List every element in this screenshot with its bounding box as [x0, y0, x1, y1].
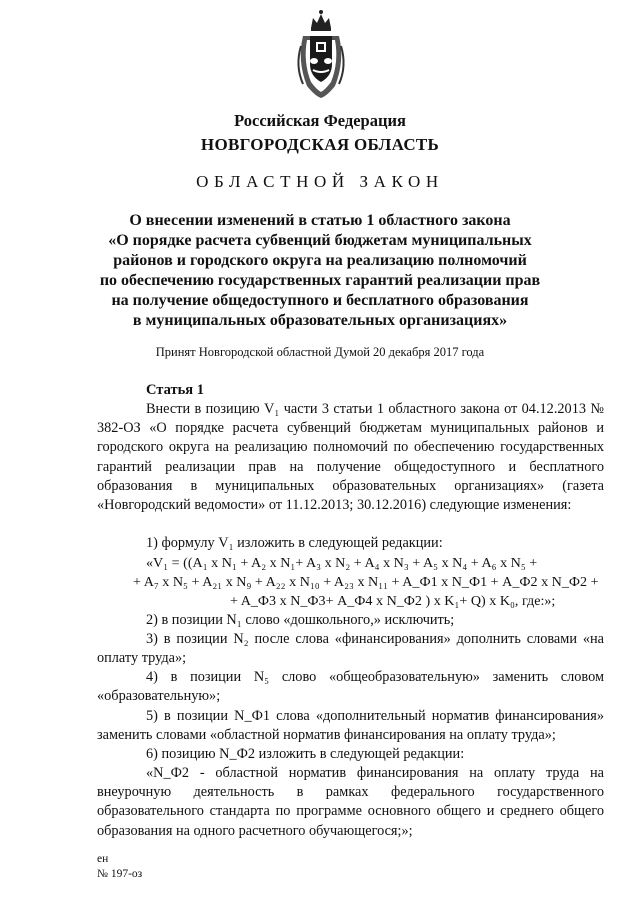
novgorod-coat-of-arms-icon [293, 6, 349, 102]
item-5: 5) в позиции N_Ф1 слова «дополнительный норматив финансирования» заменить словами «областной норматив финансирования на оплату труда»; [97, 708, 604, 744]
formula-line-1: «V₁ = ((A₁ x N₁ + A₂ x N₁+ A₃ x N₂ + A₄ x N₃ + A₅ x N₄ + A₆ x N₅ + [146, 555, 538, 571]
formula-line-3: + A_Ф3 x N_Ф3+ A_Ф4 x N_Ф2 ) x K₁+ Q) x K₀, где:»; [230, 593, 556, 609]
law-title [0, 211, 640, 331]
article-heading: Статья 1 [146, 382, 204, 398]
footer-initials: ен [97, 853, 109, 865]
item-3: 3) в позиции N₂ после слова «финансирования» дополнить словами «на оплату труда»; [97, 631, 604, 667]
document-footer [97, 852, 142, 882]
item-6: 6) позицию N_Ф2 изложить в следующей редакции: [146, 746, 465, 762]
law-title-line: в муниципальных образовательных организациях» [132, 312, 508, 329]
item-1: 1) формулу V₁ изложить в следующей редакции: [146, 535, 443, 551]
footer-number: № 197-оз [97, 868, 143, 880]
item-4: 4) в позиции N₅ слово «общеобразовательную» заменить словом «образовательную»; [97, 669, 604, 705]
region-heading: НОВГОРОДСКАЯ ОБЛАСТЬ [200, 135, 440, 154]
law-title-line: «О порядке расчета субвенций бюджетам муниципальных [108, 232, 532, 249]
law-title-line: на получение общедоступного и бесплатного образования [111, 292, 529, 309]
item-6-text: «N_Ф2 - областной норматив финансирования на оплату труда на внеурочную деятельность в рамках федерального государственного образовательного стандарта по программе основного общего и среднего общего образования на одного расчетного обучающегося;»; [97, 765, 604, 839]
item-2: 2) в позиции N₁ слово «дошкольного,» исключить; [146, 612, 455, 628]
law-title-line: по обеспечению государственных гарантий реализации прав [99, 272, 541, 289]
law-title-line: районов и городского округа на реализацию полномочий [113, 252, 527, 269]
formula-line-2: + A₇ x N₅ + A₂₁ x N₉ + A₂₂ x N₁₀ + A₂₃ x N₁₁ + A_Ф1 x N_Ф1 + A_Ф2 x N_Ф2 + [133, 574, 599, 590]
article-intro: Внести в позицию V₁ части 3 статьи 1 областного закона от 04.12.2013 № 382-ОЗ «О порядке расчета субвенций бюджетам муниципальных районов и городского округа на реализацию полномочий по обеспечению государственных гарантий реализации прав на получение общедоступного и бесплатного образования в муниципальных образовательных организациях» (газета «Новгородский ведомости» от 11.12.2013; 30.12.2016) следующие изменения: [97, 401, 604, 514]
law-type-heading: ОБЛАСТНОЙ ЗАКОН [196, 172, 444, 191]
federation-heading: Российская Федерация [234, 111, 406, 130]
adoption-note: Принят Новгородской областной Думой 20 декабря 2017 года [155, 345, 485, 359]
law-title-line: О внесении изменений в статью 1 областного закона [129, 212, 511, 229]
